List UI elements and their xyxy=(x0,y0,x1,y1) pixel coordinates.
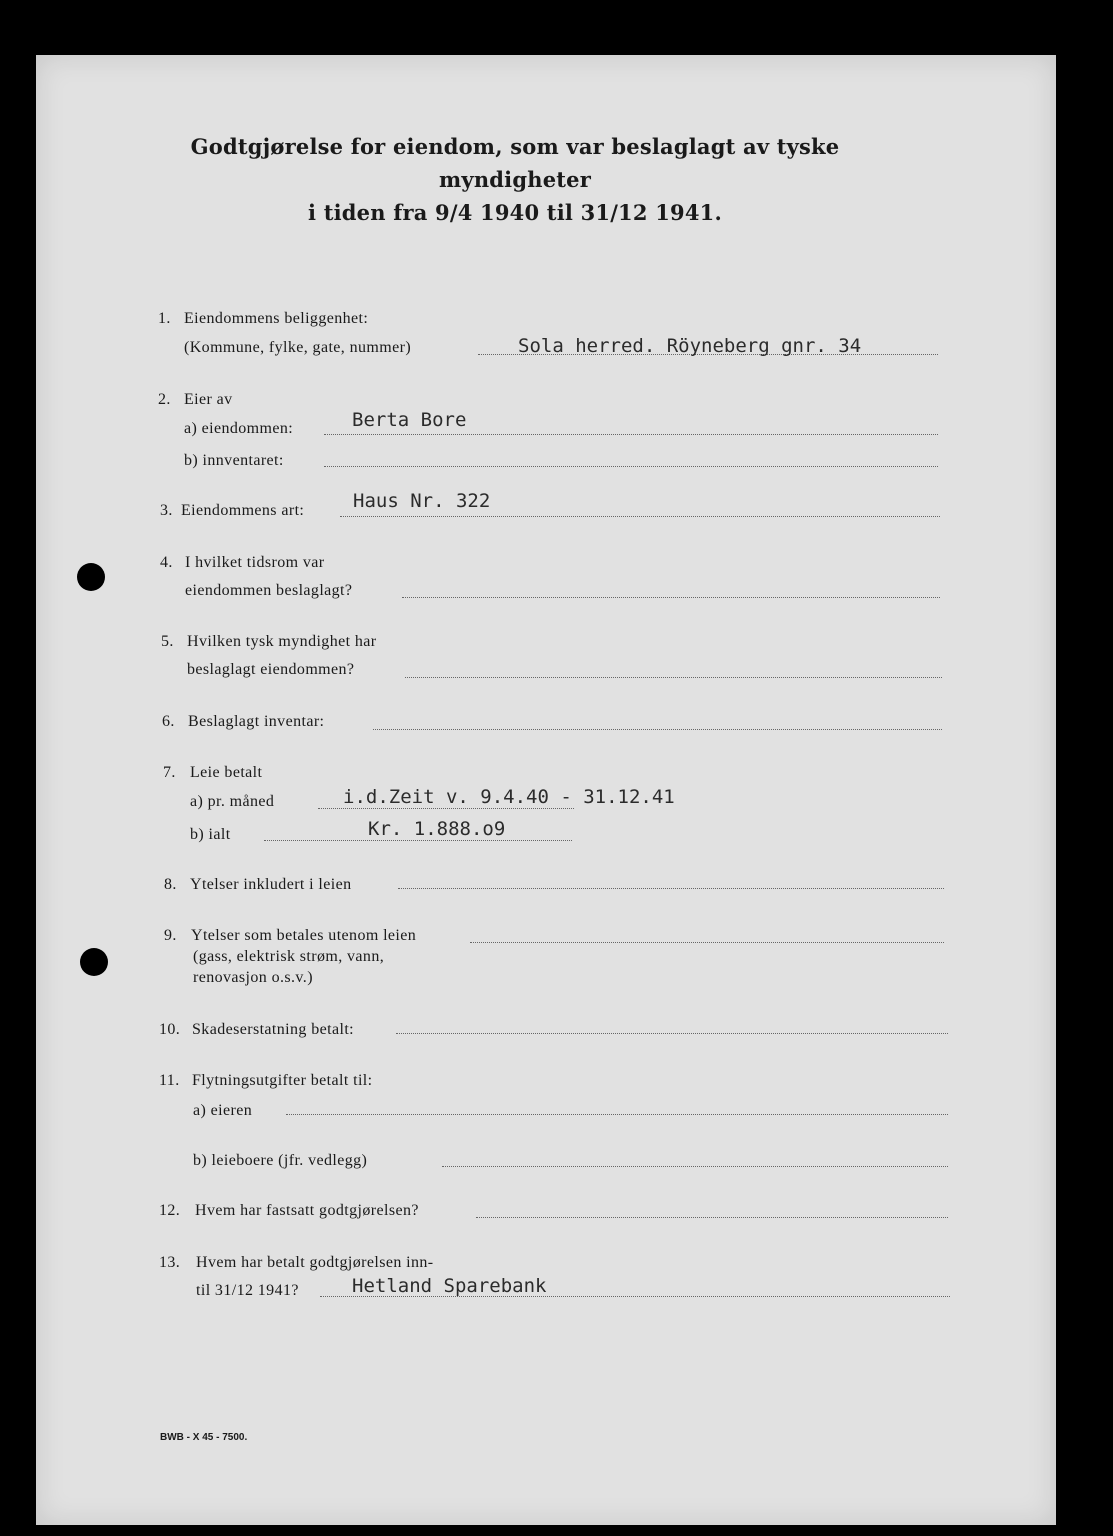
q8-answer-line xyxy=(398,888,944,889)
q11a-answer-line xyxy=(286,1114,948,1115)
print-code: BWB - X 45 - 7500. xyxy=(160,1432,248,1443)
q3-number: 3. xyxy=(160,502,173,519)
q9-answer-line xyxy=(470,942,944,943)
q7b-answer-line xyxy=(264,840,572,841)
q11b-label: b) leieboere (jfr. vedlegg) xyxy=(193,1152,368,1169)
q2a-label: a) eiendommen: xyxy=(184,420,294,437)
form-title xyxy=(140,130,890,229)
q2-number: 2. xyxy=(158,391,171,408)
q5-sublabel: beslaglagt eiendommen? xyxy=(187,661,355,678)
q13-sublabel: til 31/12 1941? xyxy=(196,1282,299,1299)
q10-answer-line xyxy=(396,1033,948,1034)
q4-sublabel: eiendommen beslaglagt? xyxy=(185,582,353,599)
q7a-label: a) pr. måned xyxy=(190,793,275,810)
punch-hole-bottom xyxy=(80,948,108,976)
q7b-answer: Kr. 1.888.o9 xyxy=(368,818,506,840)
q12-label: Hvem har fastsatt godtgjørelsen? xyxy=(195,1202,419,1219)
q7-label: Leie betalt xyxy=(190,764,263,781)
q12-number: 12. xyxy=(159,1202,181,1219)
q5-number: 5. xyxy=(161,633,174,650)
q1-sublabel: (Kommune, fylke, gate, nummer) xyxy=(184,339,412,356)
q11a-label: a) eieren xyxy=(193,1102,253,1119)
q4-answer-line xyxy=(402,597,940,598)
q7-number: 7. xyxy=(163,764,176,781)
q9-label: Ytelser som betales utenom leien xyxy=(191,927,417,944)
q3-label: Eiendommens art: xyxy=(181,502,305,519)
title-line-1: Godtgjørelse for eiendom, som var beslaglagt av tyske myndigheter xyxy=(190,134,840,192)
q9-number: 9. xyxy=(164,927,177,944)
q13-answer: Hetland Sparebank xyxy=(352,1275,547,1297)
q3-answer: Haus Nr. 322 xyxy=(353,490,491,512)
q12-answer-line xyxy=(476,1217,948,1218)
q3-answer-line xyxy=(340,516,940,517)
q11-number: 11. xyxy=(159,1072,180,1089)
q4-label: I hvilket tidsrom var xyxy=(185,554,325,571)
q4-number: 4. xyxy=(160,554,173,571)
q7a-answer-line xyxy=(318,808,574,809)
q2a-answer: Berta Bore xyxy=(352,409,467,431)
q5-answer-line xyxy=(405,677,942,678)
q1-number: 1. xyxy=(158,310,171,327)
q10-number: 10. xyxy=(159,1021,181,1038)
q1-label: Eiendommens beliggenhet: xyxy=(184,310,369,327)
q7b-label: b) ialt xyxy=(190,826,231,843)
q6-answer-line xyxy=(373,729,942,730)
title-line-2: i tiden fra 9/4 1940 til 31/12 1941. xyxy=(308,200,722,225)
q1-answer: Sola herred. Röyneberg gnr. 34 xyxy=(518,335,862,357)
q2b-label: b) innventaret: xyxy=(184,452,284,469)
punch-hole-top xyxy=(77,563,105,591)
q10-label: Skadeserstatning betalt: xyxy=(192,1021,355,1038)
q11b-answer-line xyxy=(442,1166,948,1167)
q13-number: 13. xyxy=(159,1254,181,1271)
q6-label: Beslaglagt inventar: xyxy=(188,713,325,730)
q5-label: Hvilken tysk myndighet har xyxy=(187,633,377,650)
q7a-answer: i.d.Zeit v. 9.4.40 - 31.12.41 xyxy=(343,786,675,808)
q9-sublabel-2: renovasjon o.s.v.) xyxy=(193,969,313,986)
q6-number: 6. xyxy=(162,713,175,730)
q11-label: Flytningsutgifter betalt til: xyxy=(192,1072,373,1089)
q2a-answer-line xyxy=(324,434,938,435)
q8-number: 8. xyxy=(164,876,177,893)
q2b-answer-line xyxy=(324,466,938,467)
q13-label: Hvem har betalt godtgjørelsen inn- xyxy=(196,1254,434,1271)
q2-label: Eier av xyxy=(184,391,233,408)
q8-label: Ytelser inkludert i leien xyxy=(190,876,352,893)
q9-sublabel-1: (gass, elektrisk strøm, vann, xyxy=(193,948,385,965)
